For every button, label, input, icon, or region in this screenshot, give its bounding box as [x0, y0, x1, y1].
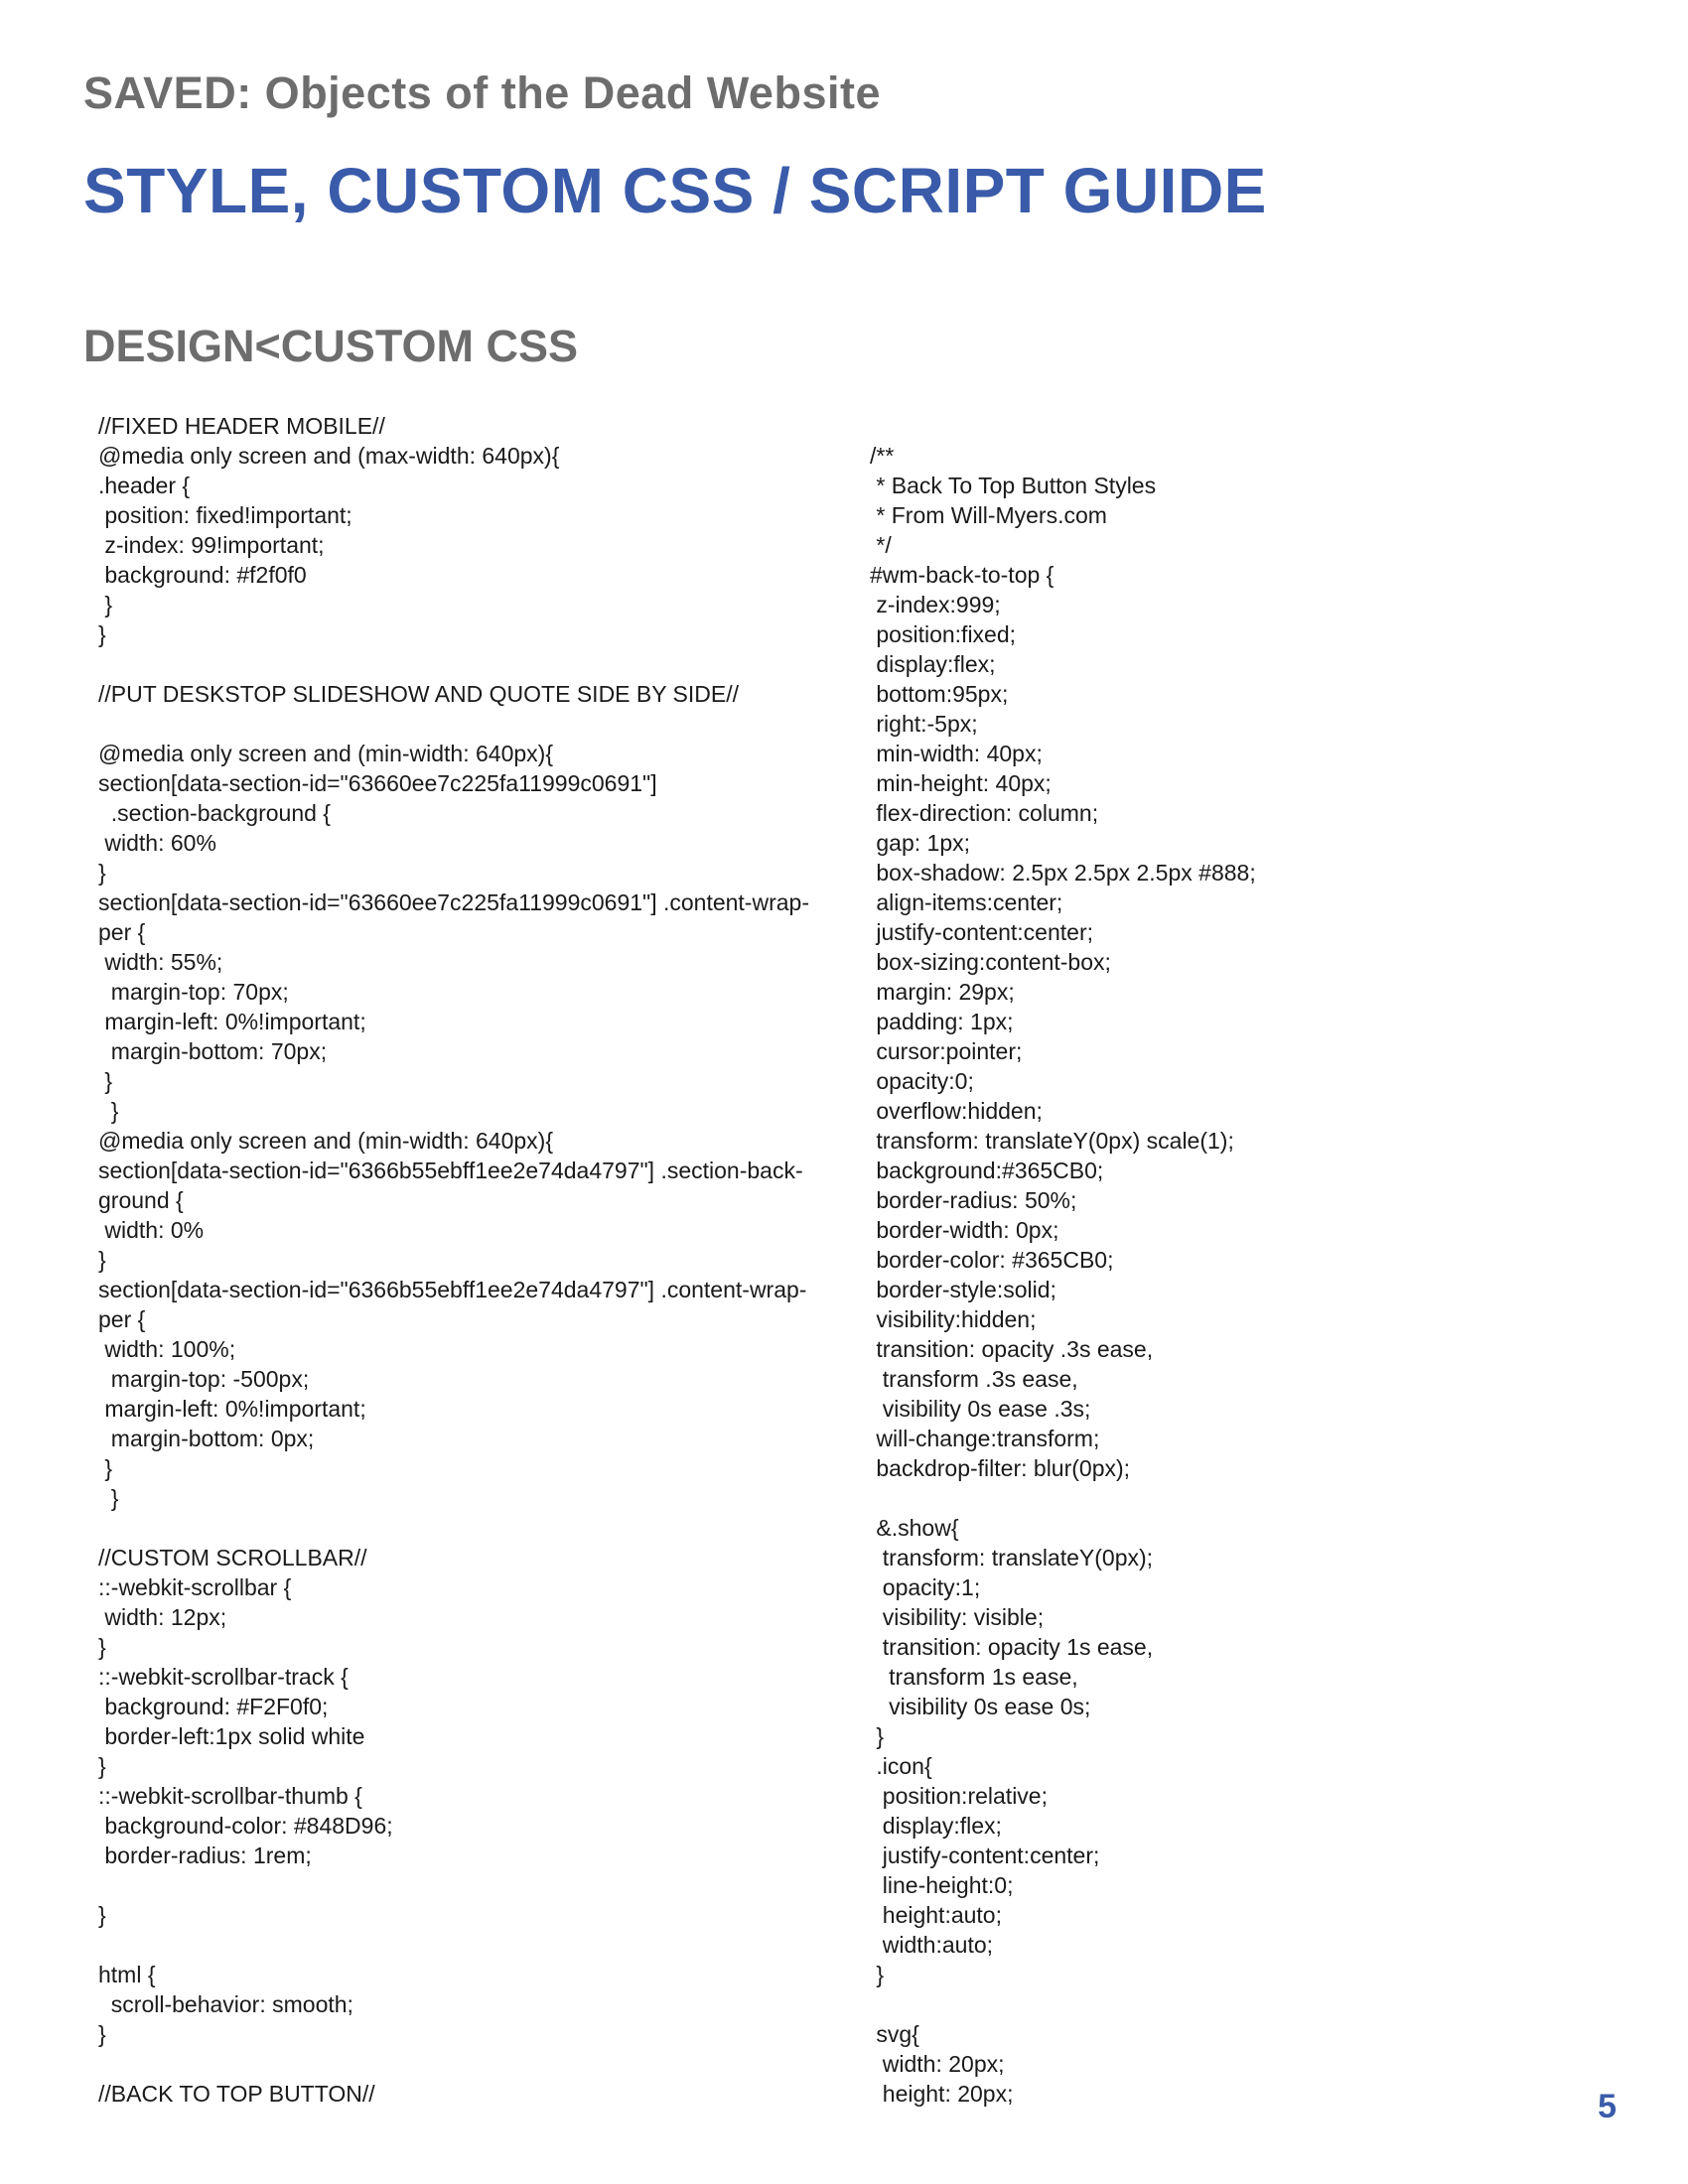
- page-title: STYLE, CUSTOM CSS / SCRIPT GUIDE: [83, 155, 1267, 226]
- code-block-right: /** * Back To Top Button Styles * From Will-Myers.com */ #wm-back-to-top { z-index:999; position:fixed; display:flex; bottom:95px; right:-5px; min-width: 40px; min-height: 40px; flex-direction: column; gap: 1px; box-shadow: 2.5px 2.5px 2.5px #888; align-items:center; justify-content:center; box-sizing:content-box; margin: 29px; padding: 1px; cursor:pointer; opacity:0; overflow:hidden; transform: translateY(0px) scale(1); background:#365CB0; border-radius: 50%; border-width: 0px; border-color: #365CB0; border-style:solid; visibility:hidden; transition: opacity .3s ease, transform .3s ease, visibility 0s ease .3s; will-change:transform; backdrop-filter: blur(0px); &.show{ transform: translateY(0px); opacity:1; visibility: visible; transition: opacity 1s ease, transform 1s ease, visibility 0s ease 0s; } .icon{ position:relative; display:flex; justify-content:center; line-height:0; height:auto; width:auto; } svg{ width: 20px; height: 20px;: [870, 443, 1256, 2107]
- section-heading: DESIGN<CUSTOM CSS: [83, 321, 579, 371]
- page-number: 5: [1598, 2088, 1617, 2125]
- code-block-left: //FIXED HEADER MOBILE// @media only screen and (max-width: 640px){ .header { position: fixed!important; z-index: 99!important; background: #f2f0f0 } } //PUT DESKSTOP SLIDESHOW AND QUOTE SIDE BY SIDE// @media only screen and (min-width: 640px){ section[data-section-id="63660ee7c225fa11999c0691"] .section-background { width: 60% } section[data-section-id="63660ee7c225fa11999c0691"] .content-wrap- per { width: 55%; margin-top: 70px; margin-left: 0%!important; margin-bottom: 70px; } } @media only screen and (min-width: 640px){ section[data-section-id="6366b55ebff1ee2e74da4797"] .section-back- ground { width: 0% } section[data-section-id="6366b55ebff1ee2e74da4797"] .content-wrap- per { width: 100%; margin-top: -500px; margin-left: 0%!important; margin-bottom: 0px; } } //CUSTOM SCROLLBAR// ::-webkit-scrollbar { width: 12px; } ::-webkit-scrollbar-track { background: #F2F0f0; border-left:1px solid white } ::-webkit-scrollbar-thumb { background-color: #848D96; border-radius: 1rem; } html { scroll-behavior: smooth; } //BACK TO TOP BUTTON//: [98, 413, 809, 2107]
- document-kicker: SAVED: Objects of the Dead Website: [83, 68, 881, 118]
